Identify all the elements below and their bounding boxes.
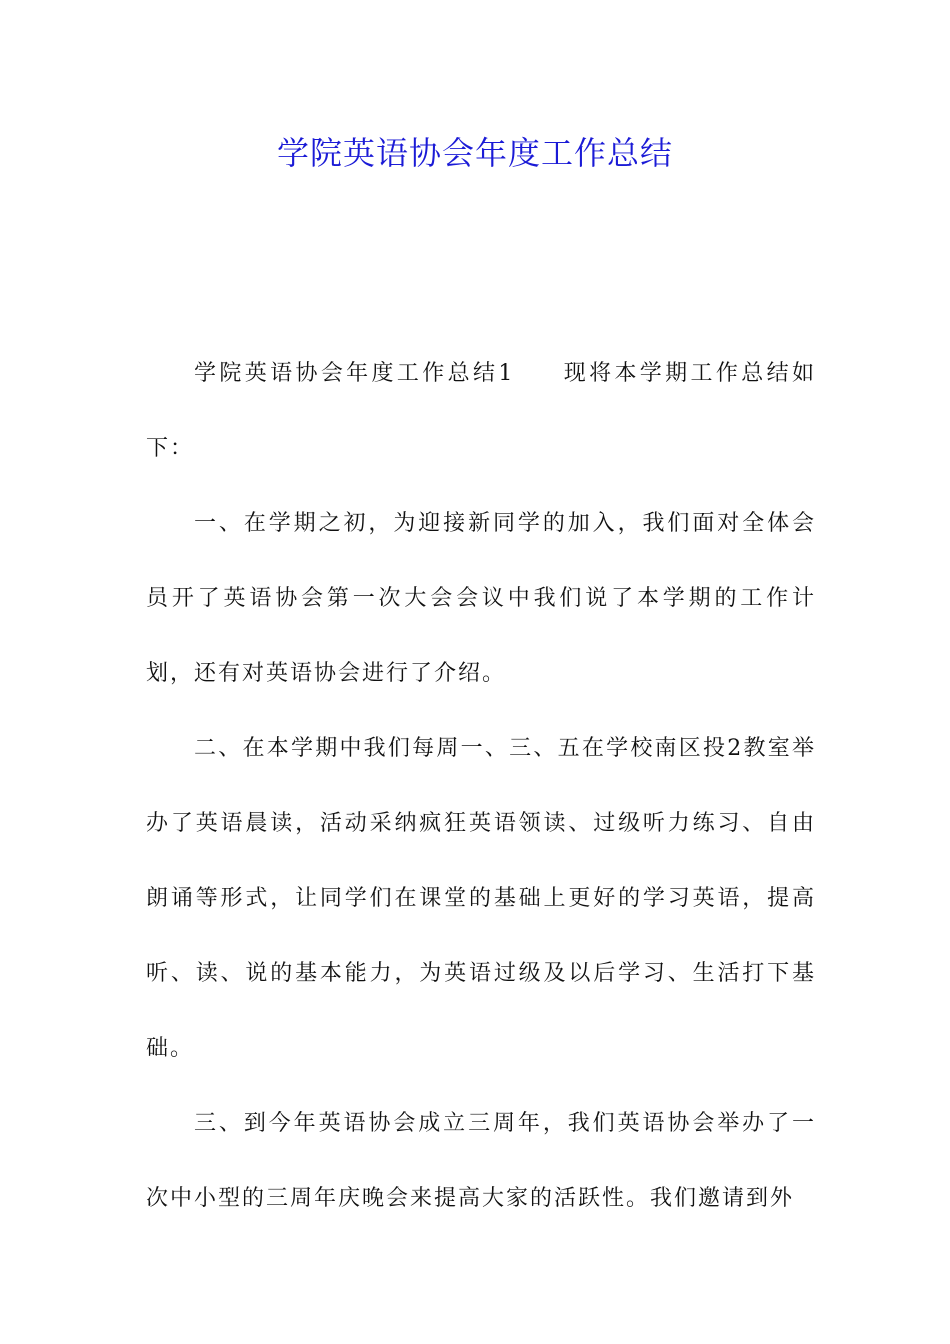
- intro-paragraph: [146, 336, 816, 486]
- paragraph-3: 三、到今年英语协会成立三周年，我们英语协会举办了一次中小型的三周年庆晚会来提高大家的活跃性。我们邀请到外: [146, 1111, 816, 1211]
- paragraph-1: 一、在学期之初，为迎接新同学的加入，我们面对全体会员开了英语协会第一次大会会议中我们说了本学期的工作计划，还有对英语协会进行了介绍。: [146, 511, 816, 686]
- document-title: 学院英语协会年度工作总结: [276, 134, 673, 172]
- document-body: [146, 336, 816, 1236]
- intro-heading: 学院英语协会年度工作总结1: [194, 361, 515, 386]
- intro-text: 现将本学期工作总结如下：: [146, 361, 816, 461]
- paragraph-2: 二、在本学期中我们每周一、三、五在学校南区投2教室举办了英语晨读，活动采纳疯狂英语领读、过级听力练习、自由朗诵等形式，让同学们在课堂的基础上更好的学习英语，提高听、读、说的基本能力，为英语过级及以后学习、生活打下基础。: [146, 736, 816, 1061]
